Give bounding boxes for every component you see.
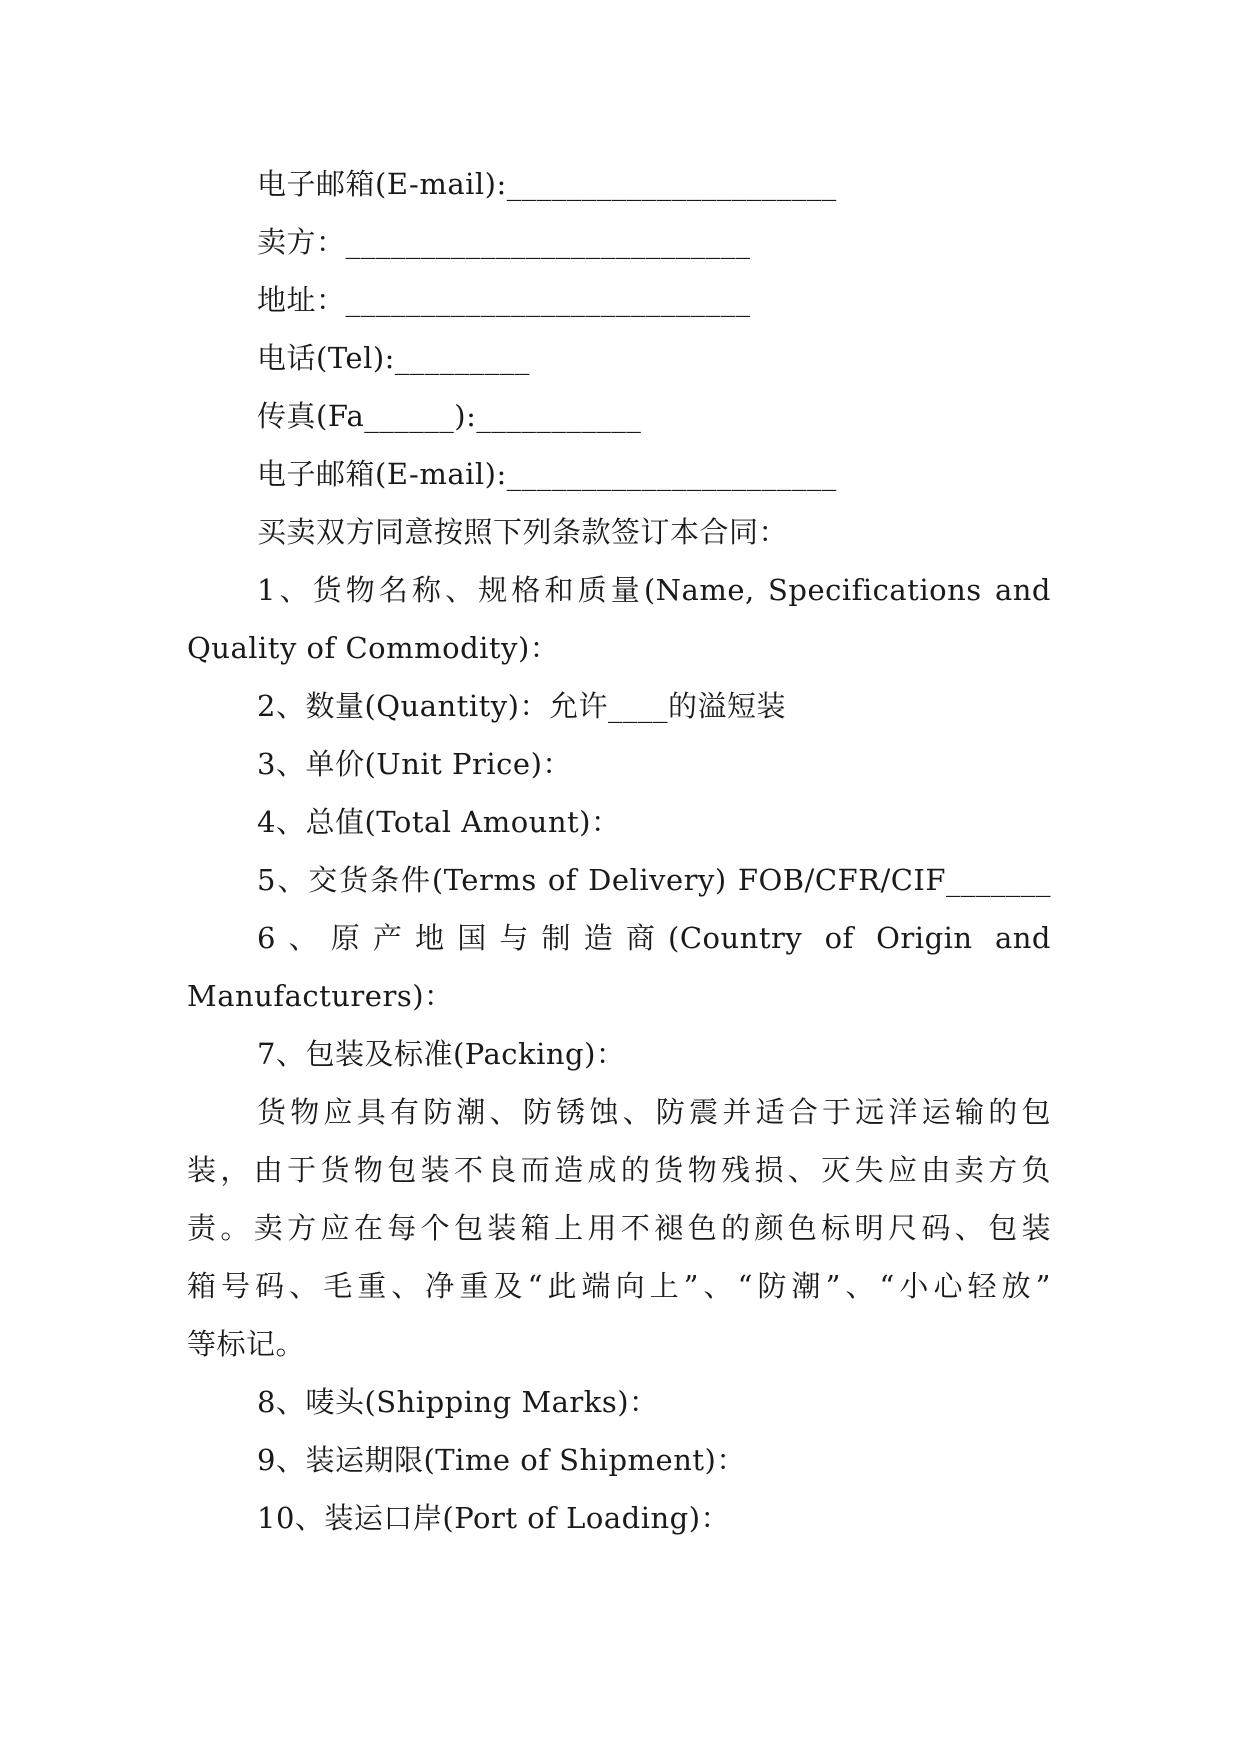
clause-7: 7、包装及标准(Packing)：: [257, 1037, 626, 1071]
seller-address-line: 地址：___________________________: [257, 283, 751, 317]
clause-9: 9、装运期限(Time of Shipment)：: [257, 1443, 746, 1477]
seller-fax-line: 传真(Fa______):___________: [257, 399, 642, 433]
clause-6-line-1: 6、原产地国与制造商(Country of Origin and: [257, 921, 1051, 955]
seller-email-line: 电子邮箱(E-mail):______________________: [257, 457, 837, 491]
packing-text-line-5: 等标记。: [187, 1327, 306, 1361]
clause-1-line-2: Quality of Commodity)：: [187, 631, 560, 665]
seller-line: 卖方：___________________________: [257, 225, 751, 259]
packing-text-line-4: 箱号码、毛重、净重及“此端向上”、“防潮”、“小心轻放”: [187, 1269, 1051, 1303]
clause-6-line-2: Manufacturers)：: [187, 979, 454, 1013]
clause-1-line-1: 1、货物名称、规格和质量(Name, Specifications and: [257, 573, 1051, 607]
clause-3: 3、单价(Unit Price)：: [257, 747, 572, 781]
clause-2: 2、数量(Quantity)：允许____的溢短装: [257, 689, 786, 723]
packing-text-line-2: 装，由于货物包装不良而造成的货物残损、灭失应由卖方负: [187, 1153, 1051, 1187]
buyer-email-line: 电子邮箱(E-mail):______________________: [257, 167, 837, 201]
packing-text-line-1: 货物应具有防潮、防锈蚀、防震并适合于远洋运输的包: [257, 1095, 1051, 1129]
clause-10: 10、装运口岸(Port of Loading)：: [257, 1501, 731, 1535]
clause-8: 8、唛头(Shipping Marks)：: [257, 1385, 659, 1419]
clause-5: 5、交货条件(Terms of Delivery) FOB/CFR/CIF_______: [257, 863, 1051, 897]
agreement-intro: 买卖双方同意按照下列条款签订本合同：: [257, 515, 789, 549]
seller-tel-line: 电话(Tel):_________: [257, 341, 530, 375]
packing-text-line-3: 责。卖方应在每个包装箱上用不褪色的颜色标明尺码、包装: [187, 1211, 1051, 1245]
clause-4: 4、总值(Total Amount)：: [257, 805, 621, 839]
